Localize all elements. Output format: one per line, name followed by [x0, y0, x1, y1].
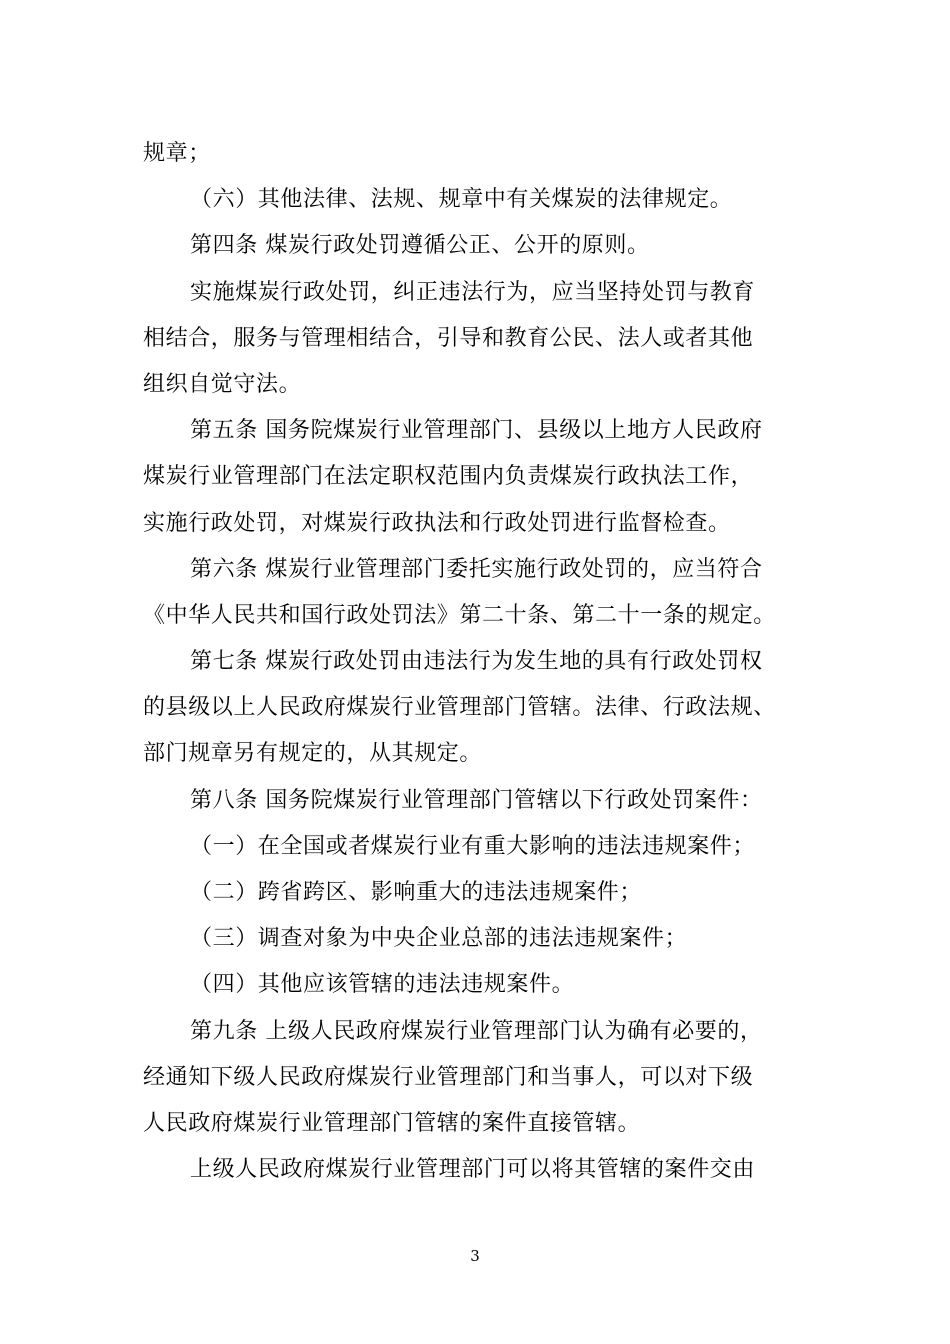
text-line: 的县级以上人民政府煤炭行业管理部门管辖。法律、行政法规、: [143, 695, 776, 721]
list-item: （一）在全国或者煤炭行业有重大影响的违法违规案件；: [190, 833, 756, 859]
text-line: 相结合，服务与管理相结合，引导和教育公民、法人或者其他: [143, 325, 754, 351]
text-line: 上级人民政府煤炭行业管理部门可以将其管辖的案件交由: [190, 1157, 756, 1183]
text-line: 《中华人民共和国行政处罚法》第二十条、第二十一条的规定。: [143, 602, 776, 628]
list-item: （三）调查对象为中央企业总部的违法违规案件；: [190, 926, 688, 952]
text-line: 经通知下级人民政府煤炭行业管理部门和当事人，可以对下级: [143, 1064, 754, 1090]
document-body: [143, 131, 833, 1193]
text-line: 部门规章另有规定的，从其规定。: [143, 741, 483, 767]
text-line: （六）其他法律、法规、规章中有关煤炭的法律规定。: [190, 187, 733, 213]
article-6-heading: 第六条 煤炭行业管理部门委托实施行政处罚的，应当符合: [190, 556, 763, 582]
list-item: （二）跨省跨区、影响重大的违法违规案件；: [190, 880, 643, 905]
text-line: 规章；: [143, 141, 211, 166]
article-4-heading: 第四条 煤炭行政处罚遵循公正、公开的原则。: [190, 233, 650, 259]
article-9-heading: 第九条 上级人民政府煤炭行业管理部门认为确有必要的，: [190, 1018, 763, 1044]
article-7-heading: 第七条 煤炭行政处罚由违法行为发生地的具有行政处罚权: [190, 649, 763, 675]
text-line: 组织自觉守法。: [143, 371, 302, 397]
text-line: 人民政府煤炭行业管理部门管辖的案件直接管辖。: [143, 1110, 641, 1136]
text-line: 煤炭行业管理部门在法定职权范围内负责煤炭行政执法工作，: [143, 464, 754, 490]
page-number: 3: [470, 1247, 480, 1265]
list-item: （四）其他应该管辖的违法违规案件。: [190, 972, 575, 998]
text-line: 实施行政处罚，对煤炭行政执法和行政处罚进行监督检查。: [143, 510, 731, 536]
article-5-heading: 第五条 国务院煤炭行业管理部门、县级以上地方人民政府: [190, 418, 763, 444]
text-line: 实施煤炭行政处罚，纠正违法行为，应当坚持处罚与教育: [190, 279, 756, 305]
article-8-heading: 第八条 国务院煤炭行业管理部门管辖以下行政处罚案件：: [190, 787, 763, 813]
